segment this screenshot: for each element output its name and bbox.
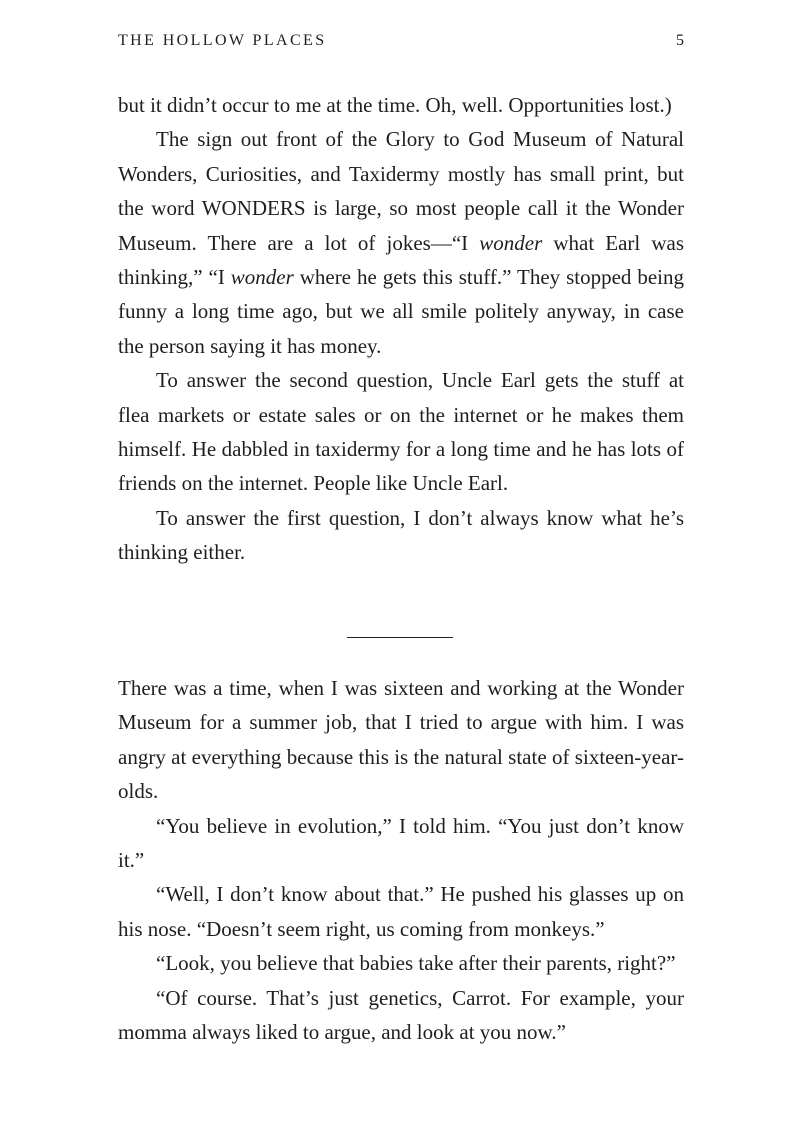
text-run: but it didn’t occur to me at the time. Oh, well. Opportunities lost.) <box>118 93 672 117</box>
italic-text-run: wonder <box>479 230 543 255</box>
text-run: “Look, you believe that babies take after their parents, right?” <box>156 951 676 976</box>
paragraph <box>118 671 684 809</box>
text-run: The sign out front of the Glory to God Museum of Natural Wonders, Curiosities, and Taxidermy mostly has small print, but the word WONDERS is large, so most people call it the Wonder Museum. There are a lot of jokes—“I <box>118 127 684 255</box>
paragraph <box>118 363 684 501</box>
paragraph <box>118 877 684 946</box>
paragraph <box>118 88 684 122</box>
text-run: “Of course. That’s just genetics, Carrot. For example, your momma always liked to argue, and look at you now.” <box>118 985 684 1045</box>
text-run: what Earl was thinking,” “I <box>118 230 684 290</box>
text-run: To answer the first question, I don’t always know what he’s thinking either. <box>118 505 684 565</box>
text-run: To answer the second question, Uncle Earl gets the stuff at flea markets or estate sales or on the internet or he makes them himself. He dabbled in taxidermy for a long time and he has lots of friends on the internet. People like Uncle Earl. <box>118 368 684 496</box>
text-run: There was a time, when I was sixteen and working at the Wonder Museum for a summer job, that I tried to argue with him. I was angry at everything because this is the natural state of sixteen-year-olds. <box>118 676 684 804</box>
paragraph <box>118 501 684 570</box>
paragraph <box>118 946 684 980</box>
text-run: “Well, I don’t know about that.” He pushed his glasses up on his nose. “Doesn’t seem right, us coming from monkeys.” <box>118 882 684 941</box>
paragraph <box>118 809 684 878</box>
text-block-before-break <box>118 88 684 570</box>
scene-break-rule <box>347 637 453 638</box>
italic-text-run: wonder <box>230 265 294 290</box>
paragraph <box>118 122 684 363</box>
text-block-after-break <box>118 671 684 1049</box>
page-number: 5 <box>676 32 684 49</box>
text-run: “You believe in evolution,” I told him. “You just don’t know it.” <box>118 813 684 873</box>
book-title: THE HOLLOW PLACES <box>118 32 327 49</box>
running-head <box>118 32 684 54</box>
text-run: where he gets this stuff.” They stopped being funny a long time ago, but we all smile politely anyway, in case the person saying it has money. <box>118 265 684 358</box>
paragraph <box>118 981 684 1050</box>
